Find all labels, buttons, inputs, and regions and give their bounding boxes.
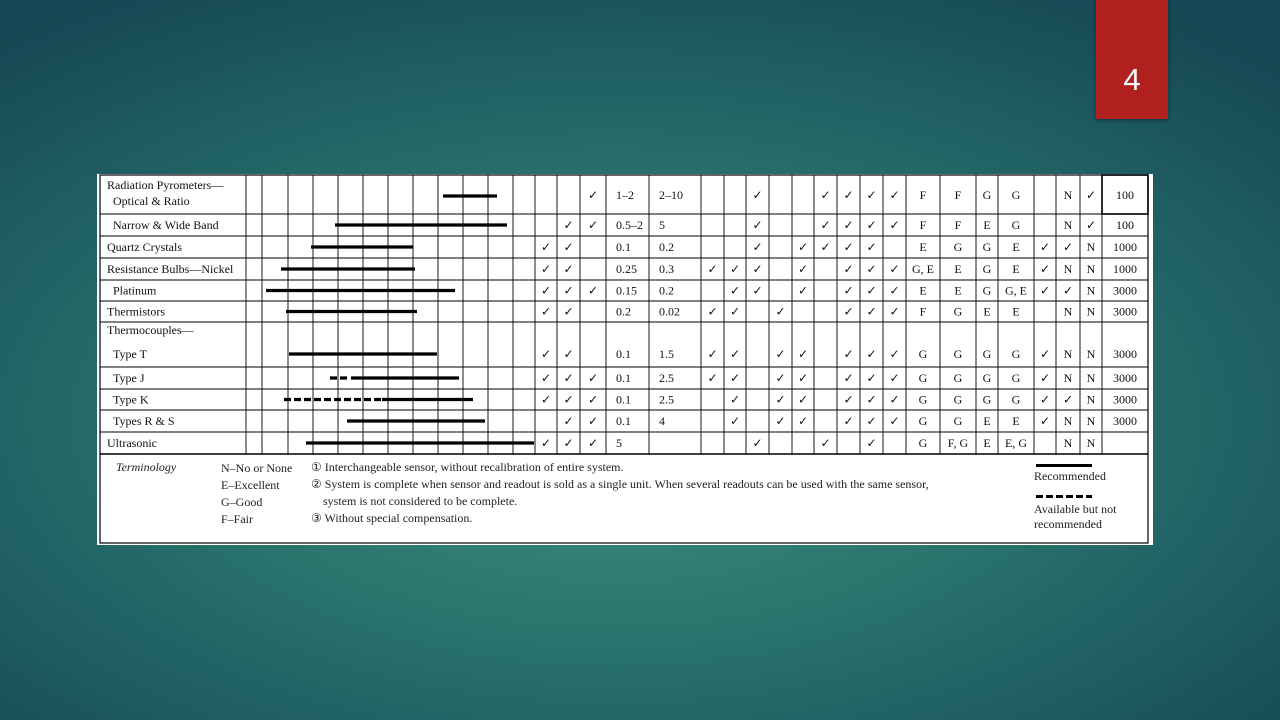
check-mark: ✓ bbox=[587, 283, 599, 298]
check-mark: ✓ bbox=[843, 188, 854, 202]
table-cell-value: G bbox=[1011, 392, 1021, 407]
row-label: Ultrasonic bbox=[107, 436, 157, 450]
check-mark: ✓ bbox=[843, 218, 854, 232]
table-cell-value: 0.1 bbox=[616, 392, 631, 407]
table-cell-value: 3000 bbox=[1113, 392, 1137, 407]
check-mark: ✓ bbox=[889, 188, 900, 202]
footnote-2-continued: system is not considered to be complete. bbox=[323, 494, 518, 508]
check-mark: ✓ bbox=[866, 283, 877, 298]
check-mark: ✓ bbox=[707, 304, 718, 319]
check-mark: ✓ bbox=[775, 392, 786, 407]
check-mark: ✓ bbox=[540, 392, 552, 407]
table-cell-value: N bbox=[1063, 371, 1073, 385]
table-cell-value: 3000 bbox=[1113, 283, 1137, 298]
table-cell-value: E bbox=[983, 304, 991, 319]
abbreviation-n: N–No or None bbox=[221, 461, 293, 475]
check-mark: ✓ bbox=[707, 347, 718, 361]
check-mark: ✓ bbox=[563, 283, 574, 298]
legend-available-label bbox=[1034, 502, 1116, 532]
table-cell-value: G bbox=[953, 304, 963, 319]
row-label: Types R & S bbox=[113, 414, 175, 428]
check-mark: ✓ bbox=[752, 188, 763, 202]
check-mark: ✓ bbox=[707, 371, 718, 385]
check-mark: ✓ bbox=[866, 218, 877, 232]
abbreviation-g: G–Good bbox=[221, 495, 263, 509]
check-mark: ✓ bbox=[797, 371, 809, 385]
table-cell-value: G, E bbox=[912, 262, 934, 276]
check-mark: ✓ bbox=[1085, 188, 1097, 202]
check-mark: ✓ bbox=[729, 414, 741, 428]
check-mark: ✓ bbox=[820, 436, 831, 450]
check-mark: ✓ bbox=[797, 283, 809, 298]
check-mark: ✓ bbox=[563, 392, 574, 407]
recommended-line-swatch bbox=[1036, 464, 1092, 467]
table-cell-value: G, E bbox=[1005, 283, 1027, 298]
table-cell-value: G bbox=[953, 240, 963, 254]
check-mark: ✓ bbox=[563, 414, 574, 428]
check-mark: ✓ bbox=[797, 240, 809, 254]
table-cell-value: 1–2 bbox=[616, 188, 634, 202]
check-mark: ✓ bbox=[889, 218, 900, 232]
table-cell-value: G bbox=[1011, 218, 1021, 232]
check-mark: ✓ bbox=[843, 283, 854, 298]
check-mark: ✓ bbox=[752, 283, 763, 298]
row-label: Type K bbox=[113, 392, 149, 407]
check-mark: ✓ bbox=[1062, 392, 1074, 407]
check-mark: ✓ bbox=[820, 240, 831, 254]
check-mark: ✓ bbox=[1039, 283, 1051, 298]
table-cell-value: 0.1 bbox=[616, 347, 631, 361]
table-cell-value: G bbox=[982, 347, 992, 361]
row-label: Thermistors bbox=[107, 304, 165, 319]
check-mark: ✓ bbox=[729, 347, 741, 361]
table-cell-value: E bbox=[1012, 262, 1020, 276]
check-mark: ✓ bbox=[843, 240, 854, 254]
table-cell-value: N bbox=[1063, 436, 1073, 450]
check-mark: ✓ bbox=[587, 414, 599, 428]
table-cell-value: N bbox=[1086, 436, 1096, 450]
legend-recommended-label: Recommended bbox=[1034, 469, 1106, 483]
check-mark: ✓ bbox=[889, 392, 900, 407]
table-cell-value: G bbox=[953, 414, 963, 428]
table-cell-value: G bbox=[918, 392, 928, 407]
table-cell-value: N bbox=[1086, 414, 1096, 428]
check-mark: ✓ bbox=[866, 436, 877, 450]
check-mark: ✓ bbox=[587, 371, 599, 385]
table-cell-value: G bbox=[1011, 347, 1021, 361]
table-cell-value: 0.2 bbox=[659, 283, 674, 298]
table-cell-value: E, G bbox=[1005, 436, 1027, 450]
table-cell-value: N bbox=[1063, 304, 1073, 319]
check-mark: ✓ bbox=[707, 262, 718, 276]
check-mark: ✓ bbox=[587, 392, 599, 407]
table-cell-value: 3000 bbox=[1113, 304, 1137, 319]
check-mark: ✓ bbox=[1039, 371, 1051, 385]
table-cell-value: N bbox=[1086, 240, 1096, 254]
table-cell-value: G bbox=[982, 283, 992, 298]
table-cell-value: E bbox=[919, 283, 927, 298]
check-mark: ✓ bbox=[540, 371, 552, 385]
check-mark: ✓ bbox=[797, 347, 809, 361]
table-cell-value: G bbox=[1011, 188, 1021, 202]
check-mark: ✓ bbox=[820, 188, 831, 202]
check-mark: ✓ bbox=[1039, 240, 1051, 254]
check-mark: ✓ bbox=[1039, 392, 1051, 407]
check-mark: ✓ bbox=[866, 240, 877, 254]
table-cell-value: G bbox=[982, 262, 992, 276]
check-mark: ✓ bbox=[729, 392, 741, 407]
table-cell-value: G bbox=[982, 240, 992, 254]
table-cell-value: G bbox=[982, 371, 992, 385]
table-cell-value: N bbox=[1086, 347, 1096, 361]
table-cell-value: 0.1 bbox=[616, 414, 631, 428]
table-cell-value: 4 bbox=[659, 414, 665, 428]
check-mark: ✓ bbox=[563, 218, 574, 232]
terminology-title: Terminology bbox=[116, 460, 177, 474]
table-cell-value: E bbox=[983, 414, 991, 428]
check-mark: ✓ bbox=[889, 283, 900, 298]
table-cell-value: G bbox=[953, 392, 963, 407]
check-mark: ✓ bbox=[540, 240, 552, 254]
check-mark: ✓ bbox=[775, 414, 786, 428]
table-cell-value: G bbox=[953, 371, 963, 385]
check-mark: ✓ bbox=[752, 240, 763, 254]
table-cell-value: 1000 bbox=[1113, 262, 1137, 276]
check-mark: ✓ bbox=[563, 304, 574, 319]
abbreviation-list bbox=[221, 460, 292, 528]
row-label: Type J bbox=[113, 371, 145, 385]
table-cell-value: N bbox=[1063, 347, 1073, 361]
check-mark: ✓ bbox=[587, 188, 599, 202]
table-cell-value: G bbox=[918, 414, 928, 428]
check-mark: ✓ bbox=[540, 347, 552, 361]
table-cell-value: N bbox=[1063, 414, 1073, 428]
slide-number-badge bbox=[1096, 0, 1168, 119]
table-cell-value: N bbox=[1086, 262, 1096, 276]
check-mark: ✓ bbox=[866, 347, 877, 361]
check-mark: ✓ bbox=[752, 436, 763, 450]
check-mark: ✓ bbox=[843, 262, 854, 276]
table-cell-value: 100 bbox=[1116, 188, 1134, 202]
abbreviation-e: E–Excellent bbox=[221, 478, 280, 492]
footnote-1: ① Interchangeable sensor, without recalibration of entire system. bbox=[311, 460, 624, 474]
check-mark: ✓ bbox=[820, 218, 831, 232]
table-cell-value: 100 bbox=[1116, 218, 1134, 232]
footnote-2: ② System is complete when sensor and readout is sold as a single unit. When several readouts can be used with the same sensor, bbox=[311, 477, 929, 491]
table-cell-value: G bbox=[982, 392, 992, 407]
check-mark: ✓ bbox=[587, 436, 599, 450]
table-cell-value: G bbox=[918, 371, 928, 385]
check-mark: ✓ bbox=[563, 436, 574, 450]
table-cell-value: 5 bbox=[659, 218, 665, 232]
row-label: Optical & Ratio bbox=[113, 194, 190, 208]
check-mark: ✓ bbox=[889, 304, 900, 319]
legend-available-line-2: recommended bbox=[1034, 517, 1102, 531]
table-cell-value: F bbox=[954, 188, 962, 202]
check-mark: ✓ bbox=[843, 414, 854, 428]
table-cell-value: E bbox=[1012, 304, 1020, 319]
table-cell-value: N bbox=[1063, 218, 1073, 232]
table-cell-value: 0.15 bbox=[616, 283, 637, 298]
table-cell-value: F bbox=[919, 188, 927, 202]
table-cell-value: F, G bbox=[947, 436, 969, 450]
row-label: Type T bbox=[113, 347, 147, 361]
check-mark: ✓ bbox=[843, 347, 854, 361]
table-cell-value: 3000 bbox=[1113, 371, 1137, 385]
check-mark: ✓ bbox=[540, 283, 552, 298]
table-cell-value: 5 bbox=[616, 436, 622, 450]
check-mark: ✓ bbox=[843, 371, 854, 385]
table-cell-value: 0.25 bbox=[616, 262, 637, 276]
row-label: Thermocouples— bbox=[107, 323, 194, 337]
table-cell-value: G bbox=[982, 188, 992, 202]
table-cell-value: 0.5–2 bbox=[616, 218, 643, 232]
table-cell-value: F bbox=[919, 304, 927, 319]
table-cell-value: N bbox=[1086, 304, 1096, 319]
check-mark: ✓ bbox=[775, 304, 786, 319]
row-label: Platinum bbox=[113, 283, 157, 298]
table-cell-value: N bbox=[1086, 371, 1096, 385]
table-cell-value: 3000 bbox=[1113, 414, 1137, 428]
check-mark: ✓ bbox=[729, 304, 741, 319]
table-cell-value: 0.02 bbox=[659, 304, 680, 319]
table-cell-value: E bbox=[954, 283, 962, 298]
check-mark: ✓ bbox=[797, 414, 809, 428]
check-mark: ✓ bbox=[563, 347, 574, 361]
table-cell-value: N bbox=[1086, 283, 1096, 298]
check-mark: ✓ bbox=[540, 304, 552, 319]
row-label: Quartz Crystals bbox=[107, 240, 182, 254]
legend-available-line-1: Available but not bbox=[1034, 502, 1117, 516]
table-cell-value: G bbox=[918, 436, 928, 450]
table-cell-value: E bbox=[1012, 414, 1020, 428]
footnote-3: ③ Without special compensation. bbox=[311, 511, 473, 525]
footnote-list bbox=[311, 459, 929, 527]
slide-number: 4 bbox=[1123, 62, 1141, 97]
table-cell-value: G bbox=[1011, 371, 1021, 385]
table-cell-value: F bbox=[919, 218, 927, 232]
check-mark: ✓ bbox=[540, 436, 552, 450]
table-cell-value: E bbox=[919, 240, 927, 254]
table-cell-value: 2.5 bbox=[659, 371, 674, 385]
table-cell-value: E bbox=[983, 436, 991, 450]
check-mark: ✓ bbox=[540, 262, 552, 276]
check-mark: ✓ bbox=[587, 218, 599, 232]
check-mark: ✓ bbox=[563, 371, 574, 385]
check-mark: ✓ bbox=[1062, 283, 1074, 298]
table-cell-value: 2.5 bbox=[659, 392, 674, 407]
check-mark: ✓ bbox=[797, 262, 809, 276]
row-label: Narrow & Wide Band bbox=[113, 218, 219, 232]
check-mark: ✓ bbox=[889, 262, 900, 276]
check-mark: ✓ bbox=[729, 283, 741, 298]
table-cell-value: 2–10 bbox=[659, 188, 683, 202]
check-mark: ✓ bbox=[729, 262, 741, 276]
check-mark: ✓ bbox=[752, 218, 763, 232]
check-mark: ✓ bbox=[563, 262, 574, 276]
check-mark: ✓ bbox=[866, 304, 877, 319]
check-mark: ✓ bbox=[843, 304, 854, 319]
row-label: Resistance Bulbs—Nickel bbox=[107, 262, 234, 276]
table-cell-value: 1000 bbox=[1113, 240, 1137, 254]
check-mark: ✓ bbox=[889, 371, 900, 385]
check-mark: ✓ bbox=[1085, 218, 1097, 232]
check-mark: ✓ bbox=[797, 392, 809, 407]
abbreviation-f: F–Fair bbox=[221, 512, 254, 526]
check-mark: ✓ bbox=[775, 347, 786, 361]
table-cell-value: 0.3 bbox=[659, 262, 674, 276]
table-cell-value: 0.1 bbox=[616, 240, 631, 254]
sensor-comparison-table bbox=[97, 174, 1153, 545]
check-mark: ✓ bbox=[889, 414, 900, 428]
table-cell-value: G bbox=[953, 347, 963, 361]
check-mark: ✓ bbox=[752, 262, 763, 276]
check-mark: ✓ bbox=[1062, 240, 1074, 254]
table-cell-value: E bbox=[983, 218, 991, 232]
table-cell-value: G bbox=[918, 347, 928, 361]
check-mark: ✓ bbox=[866, 371, 877, 385]
table-cell-value: 0.2 bbox=[659, 240, 674, 254]
table-cell-value: 0.2 bbox=[616, 304, 631, 319]
table-cell-value: N bbox=[1063, 188, 1073, 202]
table-cell-value: 1.5 bbox=[659, 347, 674, 361]
check-mark: ✓ bbox=[729, 371, 741, 385]
available-line-swatch bbox=[1036, 495, 1092, 498]
row-label: Radiation Pyrometers— bbox=[107, 178, 224, 192]
table-cell-value: F bbox=[954, 218, 962, 232]
check-mark: ✓ bbox=[775, 371, 786, 385]
check-mark: ✓ bbox=[1039, 414, 1051, 428]
check-mark: ✓ bbox=[1039, 347, 1051, 361]
table-cell-value: E bbox=[954, 262, 962, 276]
check-mark: ✓ bbox=[1039, 262, 1051, 276]
check-mark: ✓ bbox=[866, 262, 877, 276]
check-mark: ✓ bbox=[563, 240, 574, 254]
table-cell-value: E bbox=[1012, 240, 1020, 254]
table-cell-value: N bbox=[1063, 262, 1073, 276]
table-cell-value: 3000 bbox=[1113, 347, 1137, 361]
check-mark: ✓ bbox=[889, 347, 900, 361]
check-mark: ✓ bbox=[866, 414, 877, 428]
check-mark: ✓ bbox=[866, 188, 877, 202]
check-mark: ✓ bbox=[843, 392, 854, 407]
table-cell-value: 0.1 bbox=[616, 371, 631, 385]
check-mark: ✓ bbox=[866, 392, 877, 407]
table-cell-value: N bbox=[1086, 392, 1096, 407]
